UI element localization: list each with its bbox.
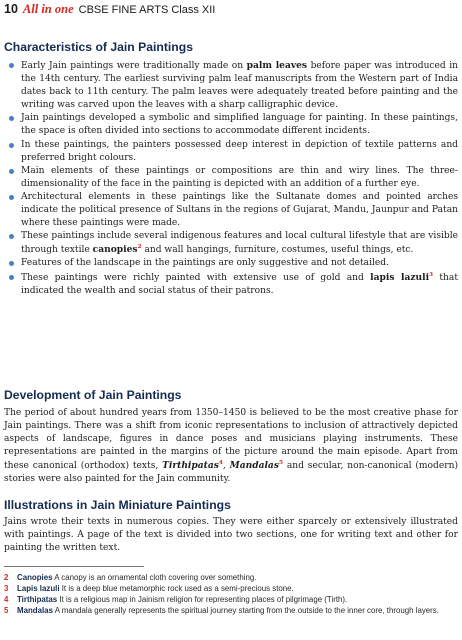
list-item: In these paintings, the painters possessed deep interest in depiction of textile patterns and preferred bright colours. bbox=[0, 139, 462, 165]
bullet-icon bbox=[9, 143, 14, 148]
footnote-item: 2 Canopies A canopy is an ornamental cloth covering over something. bbox=[4, 573, 257, 582]
bullet-icon bbox=[9, 195, 14, 200]
characteristics-list bbox=[0, 59, 462, 298]
book-title: CBSE FINE ARTS Class XII bbox=[78, 4, 216, 16]
footnote-ref: 5 bbox=[278, 460, 283, 467]
list-item: Main elements of these paintings or compositions are thin and wiry lines. The three-dimensionality of the face in the painting is depicted with an addition of a further eye. bbox=[0, 165, 462, 191]
footnote-item: 3 Lapis lazuli It is a deep blue metamorphic rock used as a semi-precious stone. bbox=[4, 584, 294, 593]
footnote-item: 5 Mandalas A mandala generally represents the spiritual journey starting from the outside to the inner core, through layers. bbox=[4, 606, 439, 615]
section-heading-illustrations: Illustrations in Jain Miniature Paintings bbox=[4, 498, 231, 512]
list-item: Architectural elements in these paintings like the Sultanate domes and pointed arches indicate the political presence of Sultans in the regions of Gujarat, Mandu, Jaunpur and Patan where these paintings were made. bbox=[0, 191, 462, 230]
brand-logo: All in one bbox=[22, 2, 74, 16]
bullet-icon bbox=[9, 116, 14, 121]
bullet-icon bbox=[9, 63, 14, 68]
bullet-icon bbox=[9, 275, 14, 280]
bullet-icon bbox=[9, 234, 14, 239]
bullet-icon bbox=[9, 169, 14, 174]
section-heading-characteristics: Characteristics of Jain Paintings bbox=[4, 40, 193, 54]
list-item: Early Jain paintings were traditionally made on palm leaves before paper was introduced in the 14th century. The earliest surviving palm leaf manuscripts from the Western part of India dates back to 11th century. The palm leaves were adequately treated before painting and the writing was carved upon the leaves with a sharp calligraphic device. bbox=[0, 59, 462, 112]
footnotes bbox=[4, 572, 458, 616]
development-paragraph: The period of about hundred years from 1350–1450 is believed to be the most creative phase for Jain paintings. There was a shift from iconic representations to inclusion of attractively depicted aspects of landscape, figures in dance poses and musicians playing instruments. These representations are painted in the margins of the picture around the main episode. Apart from these canonical (orthodox) texts, Tirthipatas$^4$, Mandalas$^5$ and secular, non-canonical (modern) stories were also painted for the Jain community. bbox=[4, 408, 458, 485]
page-header bbox=[4, 2, 215, 18]
list-item: Jain paintings developed a symbolic and simplified language for painting. In these paintings, the space is often divided into sections to accommodate different incidents. bbox=[0, 112, 462, 138]
page-number: 10 bbox=[4, 2, 18, 16]
footnote-ref: 4 bbox=[218, 460, 223, 467]
footnote-item: 4 Tirthipatas It is a religious map in Jainism religion for representing places of pilgrimage (Tirth). bbox=[4, 595, 348, 604]
bullet-icon bbox=[9, 261, 14, 266]
illustrations-paragraph: Jains wrote their texts in numerous copies. They were either sparcely or extensively illustrated with paintings. A page of the text is divided into two sections, one for writing text and other for painting the written text. bbox=[4, 517, 458, 554]
list-item: These paintings were richly painted with extensive use of gold and lapis lazuli$^3$ that indicated the wealth and social status of their patrons. bbox=[0, 271, 462, 298]
footnote-ref: 2 bbox=[137, 244, 142, 251]
section-heading-development: Development of Jain Paintings bbox=[4, 388, 182, 402]
footnote-divider bbox=[4, 566, 144, 567]
list-item: Features of the landscape in the paintings are only suggestive and not detailed. bbox=[0, 257, 462, 270]
footnote-ref: 3 bbox=[429, 271, 434, 278]
list-item: These paintings include several indigenous features and local cultural lifestyle that are visible through textile canopies$^2$ and wall hangings, furniture, costumes, useful things, etc. bbox=[0, 230, 462, 257]
